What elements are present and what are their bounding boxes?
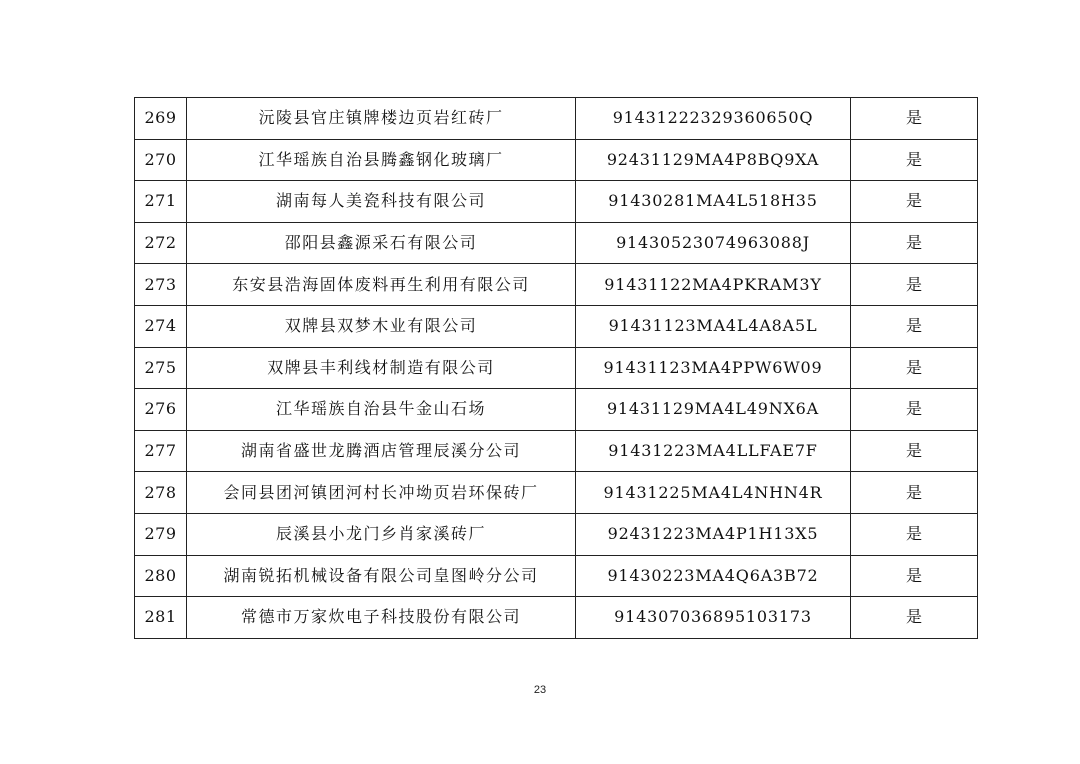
row-number: 275 xyxy=(135,347,187,389)
row-number: 280 xyxy=(135,555,187,597)
row-number: 276 xyxy=(135,389,187,431)
credit-code: 914307036895103173 xyxy=(576,597,851,639)
table-row xyxy=(135,98,978,140)
company-name: 会同县团河镇团河村长冲坳页岩环保砖厂 xyxy=(187,472,576,514)
table-row xyxy=(135,139,978,181)
company-name: 沅陵县官庄镇牌楼边页岩红砖厂 xyxy=(187,98,576,140)
credit-code: 91431123MA4PPW6W09 xyxy=(576,347,851,389)
company-name: 辰溪县小龙门乡肖家溪砖厂 xyxy=(187,513,576,555)
table-row xyxy=(135,472,978,514)
status-flag: 是 xyxy=(851,555,978,597)
status-flag: 是 xyxy=(851,472,978,514)
table-row xyxy=(135,389,978,431)
table-row xyxy=(135,222,978,264)
status-flag: 是 xyxy=(851,264,978,306)
status-flag: 是 xyxy=(851,222,978,264)
company-name: 常德市万家炊电子科技股份有限公司 xyxy=(187,597,576,639)
table-row xyxy=(135,430,978,472)
credit-code: 92431129MA4P8BQ9XA xyxy=(576,139,851,181)
table-row xyxy=(135,264,978,306)
page-number: 23 xyxy=(533,684,547,696)
row-number: 278 xyxy=(135,472,187,514)
credit-code: 91431123MA4L4A8A5L xyxy=(576,305,851,347)
table-row xyxy=(135,597,978,639)
row-number: 274 xyxy=(135,305,187,347)
credit-code: 91431122MA4PKRAM3Y xyxy=(576,264,851,306)
row-number: 269 xyxy=(135,98,187,140)
row-number: 272 xyxy=(135,222,187,264)
row-number: 279 xyxy=(135,513,187,555)
status-flag: 是 xyxy=(851,98,978,140)
row-number: 273 xyxy=(135,264,187,306)
company-name: 东安县浩海固体废料再生利用有限公司 xyxy=(187,264,576,306)
status-flag: 是 xyxy=(851,347,978,389)
table-row xyxy=(135,555,978,597)
row-number: 277 xyxy=(135,430,187,472)
row-number: 281 xyxy=(135,597,187,639)
company-name: 双牌县丰利线材制造有限公司 xyxy=(187,347,576,389)
company-name: 湖南锐拓机械设备有限公司皇图岭分公司 xyxy=(187,555,576,597)
status-flag: 是 xyxy=(851,181,978,223)
credit-code: 91430281MA4L518H35 xyxy=(576,181,851,223)
status-flag: 是 xyxy=(851,513,978,555)
table-row xyxy=(135,513,978,555)
company-name: 双牌县双梦木业有限公司 xyxy=(187,305,576,347)
row-number: 271 xyxy=(135,181,187,223)
company-name: 湖南省盛世龙腾酒店管理辰溪分公司 xyxy=(187,430,576,472)
company-name: 江华瑶族自治县腾鑫钢化玻璃厂 xyxy=(187,139,576,181)
table-row xyxy=(135,347,978,389)
row-number: 270 xyxy=(135,139,187,181)
status-flag: 是 xyxy=(851,430,978,472)
enterprise-table xyxy=(134,97,978,639)
credit-code: 92431223MA4P1H13X5 xyxy=(576,513,851,555)
company-name: 邵阳县鑫源采石有限公司 xyxy=(187,222,576,264)
company-name: 江华瑶族自治县牛金山石场 xyxy=(187,389,576,431)
table-row xyxy=(135,305,978,347)
credit-code: 91431223MA4LLFAE7F xyxy=(576,430,851,472)
status-flag: 是 xyxy=(851,597,978,639)
table-row xyxy=(135,181,978,223)
company-name: 湖南每人美瓷科技有限公司 xyxy=(187,181,576,223)
credit-code: 91430223MA4Q6A3B72 xyxy=(576,555,851,597)
status-flag: 是 xyxy=(851,389,978,431)
credit-code: 91431225MA4L4NHN4R xyxy=(576,472,851,514)
status-flag: 是 xyxy=(851,305,978,347)
status-flag: 是 xyxy=(851,139,978,181)
credit-code: 91431129MA4L49NX6A xyxy=(576,389,851,431)
credit-code: 91431222329360650Q xyxy=(576,98,851,140)
credit-code: 91430523074963088J xyxy=(576,222,851,264)
